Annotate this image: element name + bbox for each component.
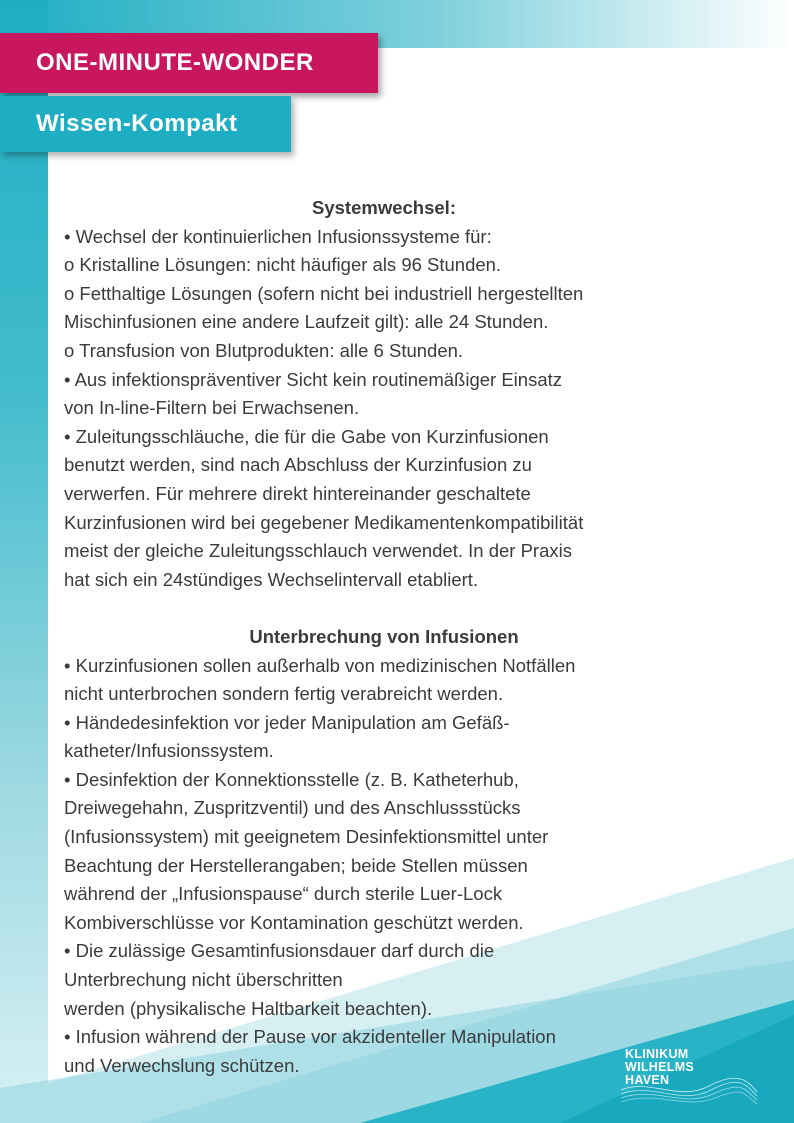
page-title-banner (0, 33, 378, 93)
text-line: nicht unterbrochen sondern fertig verabreicht werden. (64, 683, 504, 705)
section-heading: Unterbrechung von Infusionen (249, 625, 519, 647)
text-line: o Kristalline Lösungen: nicht häufiger als 96 Stunden. (64, 254, 502, 276)
text-line: • Zuleitungsschläuche, die für die Gabe von Kurzinfusionen (64, 425, 549, 447)
section-spacer (64, 594, 704, 623)
text-line: (Infusionssystem) mit geeignetem Desinfektionsmittel unter (64, 826, 549, 848)
text-line: während der „Infusionspause“ durch sterile Luer-Lock (64, 883, 503, 905)
document-content (64, 194, 704, 1080)
section-systemwechsel (64, 194, 704, 594)
text-line: • Aus infektionspräventiver Sicht kein routinemäßiger Einsatz (64, 368, 562, 390)
logo-text-line: WILHELMS (625, 1060, 695, 1074)
text-line: von In-line-Filtern bei Erwachsenen. (64, 397, 360, 419)
text-line: Kombiverschlüsse vor Kontamination geschützt werden. (64, 911, 524, 933)
text-line: • Kurzinfusionen sollen außerhalb von medizinischen Notfällen (64, 654, 576, 676)
text-line: hat sich ein 24stündiges Wechselintervall etabliert. (64, 568, 479, 590)
text-line: Dreiwegehahn, Zuspritzventil) und des Anschlussstücks (64, 797, 521, 819)
klinikum-logo (625, 1048, 745, 1110)
text-line: • Desinfektion der Konnektionsstelle (z. B. Katheterhub, (64, 768, 519, 790)
text-line: o Fetthaltige Lösungen (sofern nicht bei industriell hergestellten (64, 282, 584, 304)
logo-text-line: KLINIKUM (625, 1047, 689, 1061)
logo-waves-icon (619, 1072, 759, 1112)
text-line: o Transfusion von Blutprodukten: alle 6 Stunden. (64, 339, 464, 361)
text-line: katheter/Infusionssystem. (64, 740, 274, 762)
text-line: benutzt werden, sind nach Abschluss der Kurzinfusion zu (64, 454, 532, 476)
page-subtitle: Wissen-Kompakt (36, 110, 238, 137)
text-line: meist der gleiche Zuleitungsschlauch verwendet. In der Praxis (64, 540, 572, 562)
text-line: • Händedesinfektion vor jeder Manipulation am Gefäß- (64, 711, 510, 733)
text-line: verwerfen. Für mehrere direkt hintereinander geschaltete (64, 482, 531, 504)
text-line: Unterbrechung nicht überschritten (64, 969, 343, 991)
text-line: Kurzinfusionen wird bei gegebener Medikamentenkompatibilität (64, 511, 584, 533)
page-title: ONE-MINUTE-WONDER (36, 49, 314, 76)
text-line: Mischinfusionen eine andere Laufzeit gilt): alle 24 Stunden. (64, 311, 549, 333)
text-line: werden (physikalische Haltbarkeit beachten). (64, 997, 433, 1019)
text-line: • Infusion während der Pause vor akzidenteller Manipulation (64, 1026, 556, 1048)
text-line: • Wechsel der kontinuierlichen Infusionssysteme für: (64, 225, 492, 247)
section-heading: Systemwechsel: (312, 197, 456, 218)
text-line: Beachtung der Herstellerangaben; beide Stellen müssen (64, 854, 528, 876)
text-line: • Die zulässige Gesamtinfusionsdauer darf durch die (64, 940, 495, 962)
logo-text-line: HAVEN (625, 1073, 670, 1087)
section-unterbrechung (64, 623, 704, 1081)
text-line: und Verwechslung schützen. (64, 1054, 300, 1076)
subtitle-banner (0, 96, 291, 152)
